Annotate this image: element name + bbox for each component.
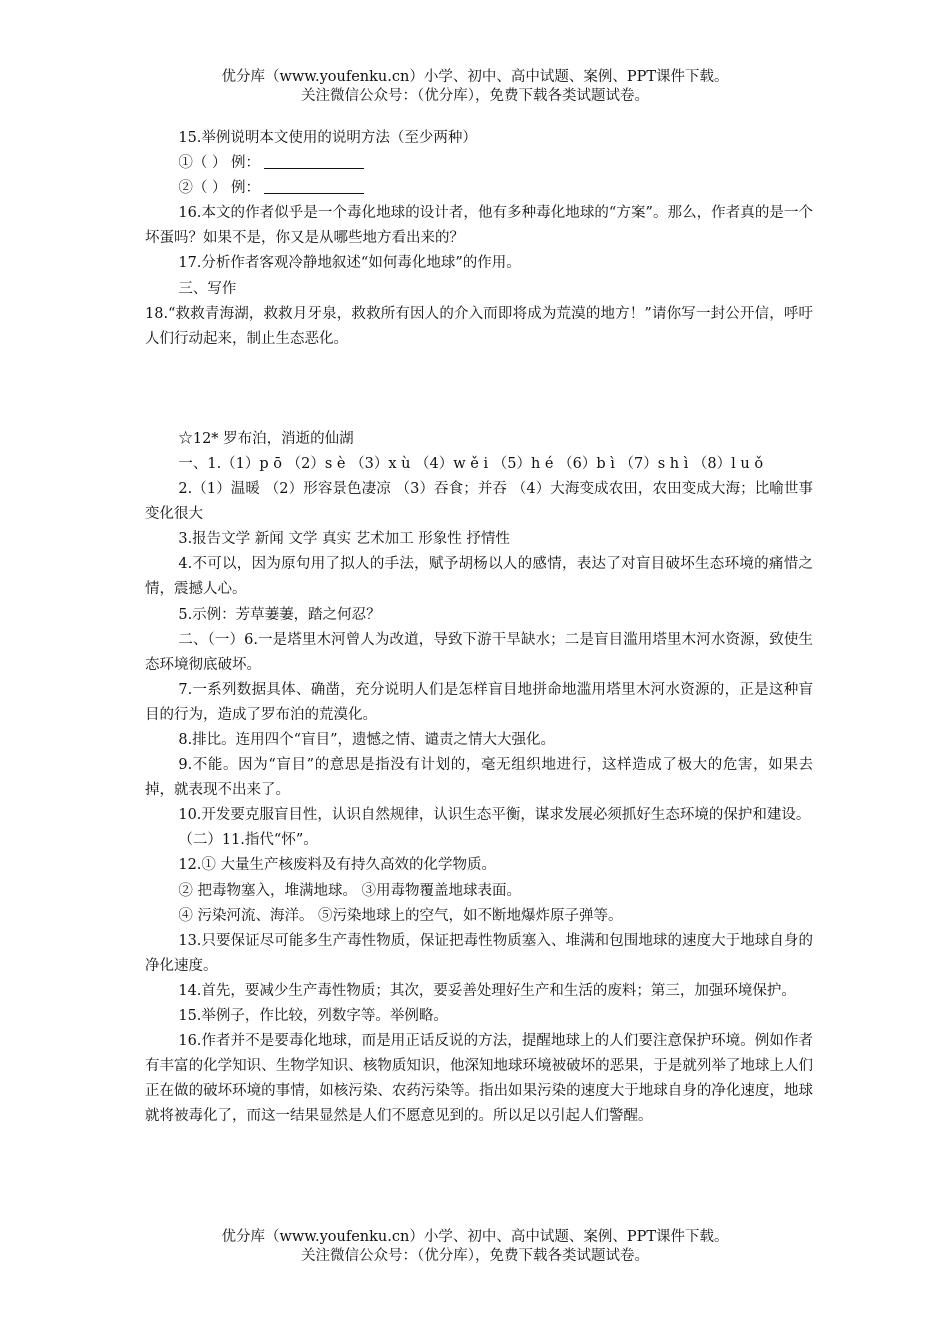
question-16: 16.本文的作者似乎是一个毒化地球的设计者，他有多种毒化地球的“方案”。那么，作者真的是一个坏蛋吗？如果不是，你又是从哪些地方看出来的？ <box>145 205 813 247</box>
footer-line-1: 优分库（www.youfenku.cn）小学、初中、高中试题、案例、PPT课件下载。 <box>221 1229 729 1245</box>
question-15-item-2-text: ②（ ） 例： <box>178 180 261 197</box>
answer-12-part-1: 12.① 大量生产核废料及有持久高效的化学物质。 <box>178 857 497 874</box>
answer-8: 8.排比。连用四个“盲目”，遗憾之情、谴责之情大大强化。 <box>178 731 556 748</box>
answer-10: 10.开发要克服盲目性，认识自然规律，认识生态平衡，谋求发展必须抓好生态环境的保护和建设。 <box>178 807 811 824</box>
question-15: 15.举例说明本文使用的说明方法（至少两种） <box>178 130 477 146</box>
answer-9: 9.不能。因为“盲目”的意思是指没有计划的，毫无组织地进行，这样造成了极大的危害，如果去掉，就表现不出来了。 <box>145 757 813 799</box>
answer-5: 5.示例：芳草萋萋，踏之何忍？ <box>178 606 381 623</box>
question-17: 17.分析作者客观冷静地叙述“如何毒化地球”的作用。 <box>178 255 521 272</box>
answer-12-part-2: ② 把毒物塞入，堆满地球。 ③用毒物覆盖地球表面。 <box>178 882 522 899</box>
answer-2: 2.（1）温暖 （2）形容景色凄凉 （3）吞食；并吞 （4）大海变成农田，农田变成大海；比喻世事变化很大 <box>145 481 813 523</box>
page-header <box>0 68 950 106</box>
answer-7: 7.一系列数据具体、确凿，充分说明人们是怎样盲目地拼命地滥用塔里木河水资源的，正是这种盲目的行为，造成了罗布泊的荒漠化。 <box>145 681 813 723</box>
question-18: 18.“救救青海湖，救救月牙泉，救救所有因人的介入而即将成为荒漠的地方！”请你写一封公开信，呼吁人们行动起来，制止生态恶化。 <box>145 305 813 347</box>
section-writing: 三、写作 <box>178 280 237 297</box>
answer-12-part-3: ④ 污染河流、海洋。 ⑤污染地球上的空气，如不断地爆炸原子弹等。 <box>178 907 623 924</box>
header-line-2: 关注微信公众号：（优分库），免费下载各类试题试卷。 <box>301 88 649 104</box>
answer-11: （二）11.指代“怀”。 <box>178 832 318 849</box>
answer-6: 二、（一）6.一是塔里木河曾人为改道，导致下游干旱缺水；二是盲目滥用塔里木河水资源，致使生态环境彻底破坏。 <box>145 631 813 673</box>
answers-title: ☆12* 罗布泊，消逝的仙湖 <box>178 430 354 447</box>
answer-3: 3.报告文学 新闻 文学 真实 艺术加工 形象性 抒情性 <box>178 531 510 548</box>
question-15-item-1-text: ①（ ） 例： <box>178 155 261 172</box>
answer-4: 4.不可以，因为原句用了拟人的手法，赋予胡杨以人的感情，表达了对盲目破坏生态环境的痛惜之情，震撼人心。 <box>145 556 813 598</box>
document-body <box>145 126 813 1129</box>
answer-blank-1 <box>264 153 364 169</box>
page-footer <box>0 1228 950 1266</box>
answer-blank-2 <box>264 178 364 194</box>
answer-16: 16.作者并不是要毒化地球，而是用正话反说的方法，提醒地球上的人们要注意保护环境。例如作者有丰富的化学知识、生物学知识、核物质知识，他深知地球环境被破坏的恶果，于是就列举了地球上人们正在做的破坏环境的事情，如核污染、农药污染等。指出如果污染的速度大于地球自身的净化速度，地球就将被毒化了，而这一结果显然是人们不愿意见到的。所以足以引起人们警醒。 <box>145 1033 813 1125</box>
answer-1: 一、1.（1）p ō （2）s è （3）x ù （4）w ě i （5）h é （6）b ì （7）s h ì （8）l u ǒ <box>178 455 764 472</box>
answer-14: 14.首先，要减少生产毒性物质；其次，要妥善处理好生产和生活的废料；第三，加强环境保护。 <box>178 982 796 999</box>
footer-line-2: 关注微信公众号：（优分库），免费下载各类试题试卷。 <box>301 1248 649 1264</box>
answer-15: 15.举例子，作比较，列数字等。举例略。 <box>178 1008 448 1024</box>
question-15-item-2 <box>145 176 813 201</box>
answer-13: 13.只要保证尽可能多生产毒性物质，保证把毒性物质塞入、堆满和包围地球的速度大于地球自身的净化速度。 <box>145 932 813 974</box>
header-line-1: 优分库（www.youfenku.cn）小学、初中、高中试题、案例、PPT课件下载。 <box>221 69 729 85</box>
question-15-item-1 <box>145 151 813 176</box>
